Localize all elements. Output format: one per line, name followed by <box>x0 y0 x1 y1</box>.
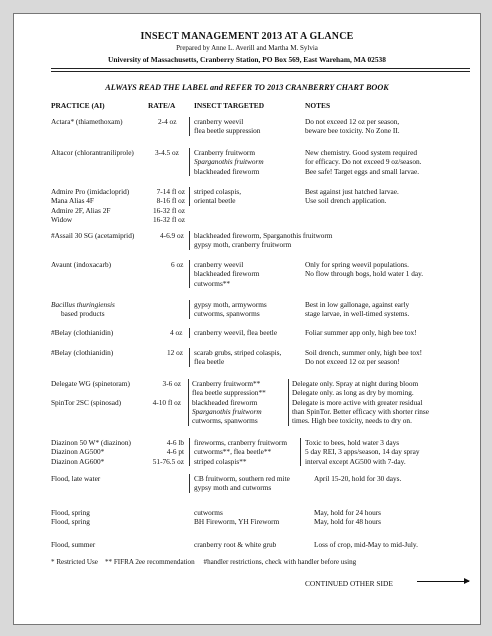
insect-cell: gypsy moth, armyworms cutworms, spanworms <box>194 300 267 319</box>
notes-cell: Only for spring weevil populations. No flow through bogs, hold water 1 day. <box>305 260 424 279</box>
notes-cell: Loss of crop, mid-May to mid-July. <box>314 540 418 549</box>
column-divider <box>189 474 190 493</box>
insect-cell: cranberry weevil flea beetle suppression <box>194 117 261 136</box>
practice-cell: Flood, late water <box>51 474 101 483</box>
rate-cell: 4-6 lb 4-6 pt 51-76.5 oz <box>152 438 184 466</box>
practice-cell: Avaunt (indoxacarb) <box>51 260 112 269</box>
notes-cell: Best against just hatched larvae. Use soil drench application. <box>305 187 399 206</box>
col-header-practice: PRACTICE (AI) <box>51 101 105 110</box>
insect-cell: cranberry weevil, flea beetle <box>194 328 278 337</box>
practice-cell: Actara* (thiamethoxam) <box>51 117 123 126</box>
arrow-right-icon <box>417 581 469 582</box>
footnotes <box>51 558 356 566</box>
table-row <box>14 474 480 493</box>
notes-cell: Foliar summer app only, high bee tox! <box>305 328 417 337</box>
practice-cell: Admire Pro (imidacloprid) Mana Alias 4F Admire 2F, Alias 2F Widow <box>51 187 130 224</box>
practice-cell: Delegate WG (spinetoram) SpinTor 2SC (spinosad) <box>51 379 130 407</box>
insect-cell: scarab grubs, striped colaspis, flea beetle <box>194 348 282 367</box>
notes-cell: Soil drench, summer only, high bee tox! Do not exceed 12 oz per season! <box>305 348 423 367</box>
col-header-rate: RATE/A <box>148 101 176 110</box>
footnote-restricted-use: * Restricted Use <box>51 558 98 566</box>
insect-cell: CB fruitworm, southern red mite gypsy moth and cutworms <box>194 474 290 493</box>
divider <box>51 68 470 69</box>
rate-cell: 7-14 fl oz 8-16 fl oz 16-32 fl oz 16-32 fl oz <box>152 187 185 224</box>
practice-cell: Altacor (chlorantraniliprole) <box>51 148 134 157</box>
footnote-fifra: ** FIFRA 2ee recommendation <box>104 558 195 566</box>
divider <box>51 71 470 72</box>
column-divider <box>188 379 189 426</box>
rate-cell: 12 oz <box>167 348 184 357</box>
column-divider <box>189 260 190 288</box>
insect-cell: cutworms BH Fireworm, YH Fireworm <box>194 508 280 527</box>
rate-cell: 4 oz <box>170 328 183 337</box>
notes-cell: April 15-20, hold for 30 days. <box>314 474 402 483</box>
document-page <box>13 13 481 625</box>
practice-cell: Flood, spring Flood, spring <box>51 508 90 527</box>
column-divider <box>189 438 190 466</box>
table-row <box>14 187 480 224</box>
notes-cell: Do not exceed 12 oz per season, beware bee toxicity. No Zone II. <box>305 117 400 136</box>
insect-cell: fireworms, cranberry fruitworm cutworms**, flea beetle** striped colaspis** <box>194 438 287 466</box>
insect-cell: Cranberry fruitworm** flea beetle suppression** blackheaded fireworm Sparganothis fruitworm cutworms, spanworms <box>192 379 266 426</box>
column-divider <box>189 187 190 206</box>
practice-cell: Flood, summer <box>51 540 96 549</box>
notes-cell: Toxic to bees, hold water 3 days 5 day REI, 3 apps/season, 14 day spray interval except AG500 with 7-day. <box>305 438 420 466</box>
doc-authors: Prepared by Anne L. Averill and Martha M. Sylvia <box>176 44 318 52</box>
col-header-notes: NOTES <box>305 101 331 110</box>
insect-cell: Cranberry fruitworm Sparganothis fruitworm blackheaded fireworm <box>194 148 264 176</box>
insect-cell: cranberry weevil blackheaded fireworm cutworms** <box>194 260 260 288</box>
table-row <box>14 540 480 550</box>
practice-cell: #Assail 30 SG (acetamiprid) <box>51 231 135 240</box>
rate-cell: 3-4.5 oz <box>155 148 179 157</box>
insect-cell: blackheaded fireworm, Sparganothis fruitworm gypsy moth, cranberry fruitworm <box>194 231 333 250</box>
column-divider <box>288 379 289 426</box>
doc-affiliation: University of Massachusetts, Cranberry Station, PO Box 569, East Wareham, MA 02538 <box>108 55 386 64</box>
table-row <box>14 148 480 176</box>
column-divider <box>300 438 301 466</box>
notes-cell: New chemistry. Good system required for efficacy. Do not exceed 9 oz/season. Bee safe! Target eggs and small larvae. <box>305 148 422 176</box>
notes-cell: Delegate only. Spray at night during bloom Delegate only. as long as dry by morning. Delegate is more active with greater residual than SpinTor. Better efficacy with shorter rinse times. High bee toxicity, needs to dry on. <box>292 379 429 426</box>
insect-cell: striped colaspis, oriental beetle <box>194 187 242 206</box>
notes-cell: May, hold for 24 hours May, hold for 48 hours <box>314 508 382 527</box>
rate-cell: 6 oz <box>171 260 184 269</box>
footnote-handler: #handler restrictions, check with handler before using <box>203 558 357 566</box>
practice-cell: Diazinon 50 W* (diazinon) Diazinon AG500* Diazinon AG600* <box>51 438 131 466</box>
table-row <box>14 117 480 136</box>
column-divider <box>189 300 190 319</box>
table-row <box>14 300 480 319</box>
table-row <box>14 348 480 367</box>
rate-cell: 2-4 oz <box>158 117 177 126</box>
column-divider <box>189 328 190 338</box>
insect-cell: cranberry root & white grub <box>194 540 277 549</box>
column-divider <box>189 148 190 176</box>
doc-title: INSECT MANAGEMENT 2013 AT A GLANCE <box>140 31 354 42</box>
table-row <box>14 379 480 426</box>
practice-cell: #Belay (clothianidin) <box>51 328 114 337</box>
continued-notice: CONTINUED OTHER SIDE <box>305 579 393 588</box>
rate-cell: 4-6.9 oz <box>160 231 184 240</box>
table-row <box>14 231 480 250</box>
notes-cell: Best in low gallonage, against early stage larvae, in well-timed systems. <box>305 300 410 319</box>
practice-cell: Bacillus thuringiensis based products <box>51 300 115 319</box>
col-header-insect: INSECT TARGETED <box>194 101 265 110</box>
table-row <box>14 508 480 527</box>
column-divider <box>189 117 190 136</box>
label-warning-banner: ALWAYS READ THE LABEL and REFER TO 2013 CRANBERRY CHART BOOK <box>105 83 389 92</box>
table-row <box>14 260 480 288</box>
rate-cell: 3-6 oz 4-10 fl oz <box>152 379 181 407</box>
table-row <box>14 328 480 338</box>
table-row <box>14 438 480 466</box>
column-divider <box>189 348 190 367</box>
column-divider <box>189 231 190 250</box>
practice-cell: #Belay (clothianidin) <box>51 348 114 357</box>
